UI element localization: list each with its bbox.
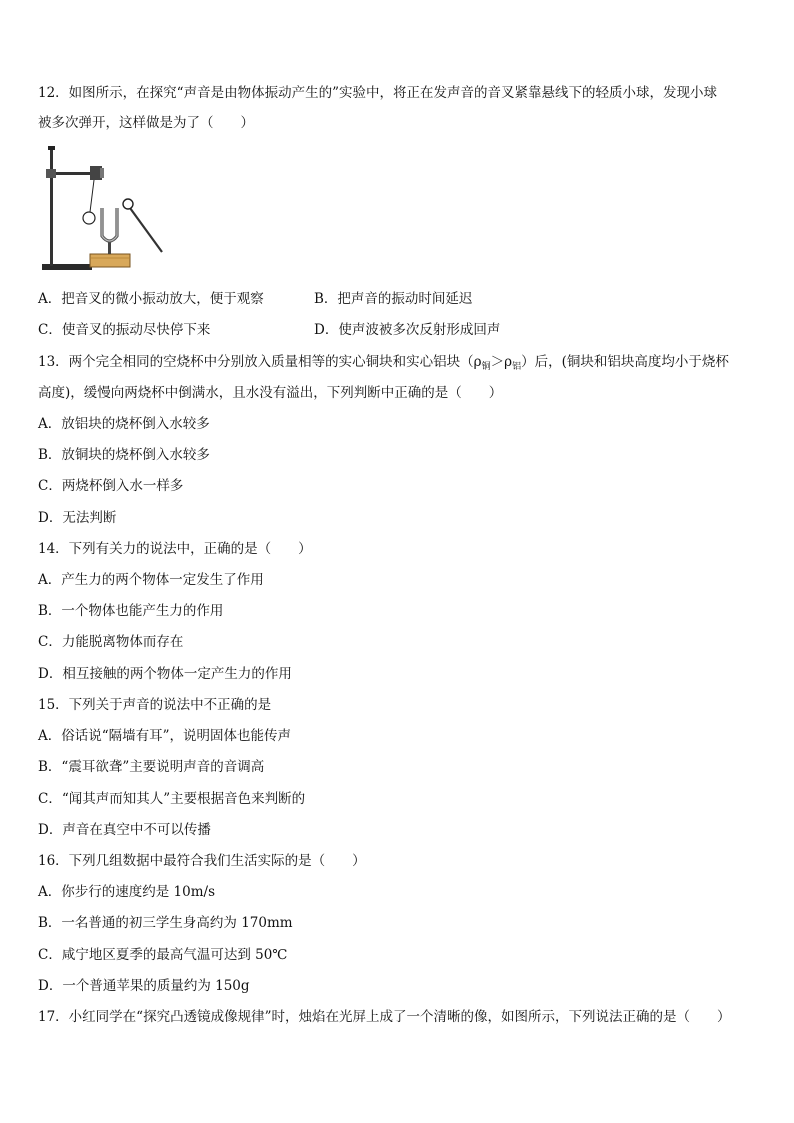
rho-copper-subscript: 铜 xyxy=(481,362,491,372)
q16-option-d[interactable]: D．一个普通苹果的质量约为 150g xyxy=(38,978,250,994)
q14-option-c[interactable]: C．力能脱离物体而存在 xyxy=(38,634,184,650)
q13-option-c[interactable]: C．两烧杯倒入水一样多 xyxy=(38,478,184,494)
pendulum-string xyxy=(90,180,94,212)
q17-stem: 17．小红同学在“探究凸透镜成像规律”时，烛焰在光屏上成了一个清晰的像，如图所示，下列说法正确的是（ ） xyxy=(38,1009,731,1025)
q14-option-d[interactable]: D．相互接触的两个物体一定产生力的作用 xyxy=(38,666,292,682)
q13-option-d[interactable]: D．无法判断 xyxy=(38,510,117,526)
clamp-screw xyxy=(100,168,104,178)
q14-option-a[interactable]: A．产生力的两个物体一定发生了作用 xyxy=(38,572,264,588)
tuning-fork-pendulum-icon xyxy=(38,142,170,280)
fork-stem xyxy=(108,242,111,254)
q15-option-b[interactable]: B．“震耳欲聋”主要说明声音的音调高 xyxy=(38,759,265,775)
hammer-handle xyxy=(130,208,162,252)
q12-options-row1 xyxy=(38,289,473,309)
rho-aluminum-subscript: 铝 xyxy=(512,362,522,372)
q16-stem: 16．下列几组数据中最符合我们生活实际的是（ ） xyxy=(38,853,366,869)
q15-option-d[interactable]: D．声音在真空中不可以传播 xyxy=(38,822,211,838)
q13-option-a[interactable]: A．放铝块的烧杯倒入水较多 xyxy=(38,416,210,432)
q12-option-d[interactable]: D．使声波被多次反射形成回声 xyxy=(314,322,501,338)
fork-prongs xyxy=(102,208,117,241)
q15-stem: 15．下列关于声音的说法中不正确的是 xyxy=(38,697,272,713)
stand-rod xyxy=(50,148,53,266)
q16-option-c[interactable]: C．咸宁地区夏季的最高气温可达到 50℃ xyxy=(38,947,288,963)
q15-option-a[interactable]: A．俗话说“隔墙有耳”，说明固体也能传声 xyxy=(38,728,292,744)
q12-options-row2 xyxy=(38,320,501,340)
q12-option-b[interactable]: B．把声音的振动时间延迟 xyxy=(314,291,473,307)
q13-stem-line1: 13．两个完全相同的空烧杯中分别放入质量相等的实心铜块和实心铝块$(\rho_铜>\rho_铝)$后，(铜块和铝块高度均小于烧杯 xyxy=(38,354,729,372)
q13-stem-line2: 高度)，缓慢向两烧杯中倒满水，且水没有溢出，下列判断中正确的是（ ） xyxy=(38,385,503,401)
hammer-head xyxy=(123,199,133,209)
q13-option-b[interactable]: B．放铜块的烧杯倒入水较多 xyxy=(38,447,210,463)
q12-option-a[interactable]: A．把音叉的微小振动放大，便于观察 xyxy=(38,291,264,307)
rod-cap xyxy=(48,146,55,150)
q14-stem: 14．下列有关力的说法中，正确的是（ ） xyxy=(38,541,312,557)
q16-option-a[interactable]: A．你步行的速度约是 10m/s xyxy=(38,884,215,900)
pendulum-ball xyxy=(83,212,95,224)
q12-stem-line2: 被多次弹开，这样做是为了（ ） xyxy=(38,115,254,131)
stand-clamp xyxy=(46,169,56,178)
q14-option-b[interactable]: B．一个物体也能产生力的作用 xyxy=(38,603,224,619)
q12-stem-line1: 12．如图所示，在探究“声音是由物体振动产生的”实验中，将正在发声音的音叉紧靠悬线下的轻质小球，发现小球 xyxy=(38,85,717,101)
q12-option-c[interactable]: C．使音叉的振动尽快停下来 xyxy=(38,322,211,338)
q16-option-b[interactable]: B．一名普通的初三学生身高约为 170mm xyxy=(38,915,293,931)
resonance-box xyxy=(90,254,130,267)
stand-base xyxy=(42,264,92,270)
q15-option-c[interactable]: C．“闻其声而知其人”主要根据音色来判断的 xyxy=(38,791,306,807)
